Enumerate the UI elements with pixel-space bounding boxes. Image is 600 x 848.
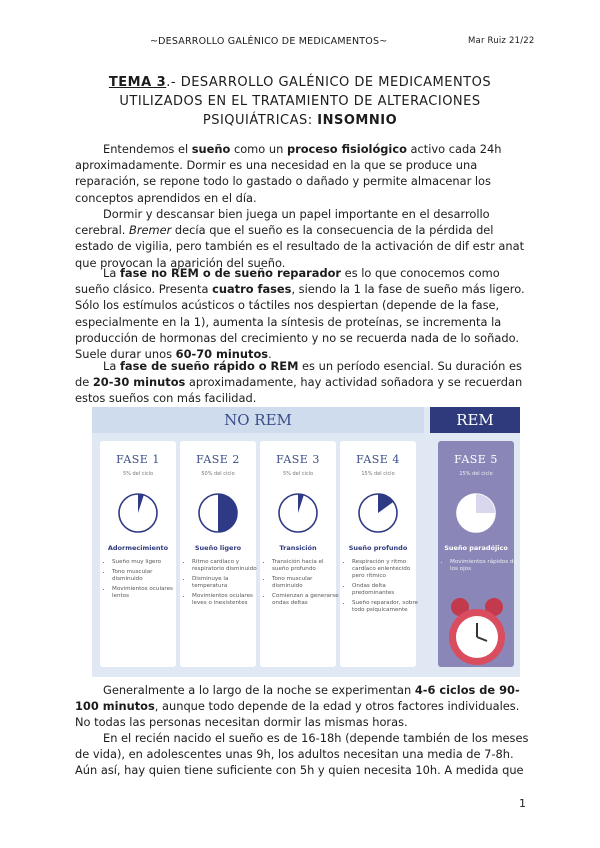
phase-card-3 bbox=[260, 441, 339, 667]
header-author: Mar Ruiz 21/22 bbox=[468, 36, 535, 46]
paragraph-ciclos: Generalmente a lo largo de la noche se experimentan 4-6 ciclos de 90-100 minutos, aunque todo depende de la edad y otros factores individuales. No todas las personas necesitan dormir las mismas horas. bbox=[75, 683, 520, 730]
phase-features bbox=[442, 559, 520, 576]
phase-stage: Sueño ligero bbox=[194, 544, 242, 552]
phase-stage: Sueño profundo bbox=[348, 544, 408, 552]
phase-stage: Transición bbox=[279, 544, 317, 552]
header-title: ~DESARROLLO GALÉNICO DE MEDICAMENTOS~ bbox=[150, 36, 388, 47]
phase-name: FASE 2 bbox=[196, 453, 240, 466]
phase-name: FASE 3 bbox=[276, 453, 320, 466]
paragraph-bremer: Dormir y descansar bien juega un papel importante en el desarrollo cerebral. Bremer decía que el sueño es la consecuencia de la pérdida del estado de vigilia, pero también es el resultado de la activación de dif estr anat que provocan la aparición del sueño. bbox=[75, 207, 525, 270]
sleep-phases-infographic bbox=[92, 407, 520, 677]
phase-feature: • Ritmo cardíaco y respiratorio disminuido bbox=[192, 559, 262, 573]
title-line2: UTILIZADOS EN EL TRATAMIENTO DE ALTERACIONES bbox=[119, 94, 481, 109]
title-insomnio: INSOMNIO bbox=[317, 113, 398, 128]
phase-feature: • Movimientos oculares lentos bbox=[112, 586, 182, 600]
alarm-clock-icon bbox=[442, 593, 512, 673]
phase-card-4 bbox=[340, 441, 416, 667]
phase-feature: • Respiración y ritmo cardíaco enlentecido pero rítmico bbox=[352, 559, 422, 580]
phase-name: FASE 5 bbox=[454, 453, 498, 466]
phase-features bbox=[104, 559, 182, 603]
phase-percent: 5% del ciclo bbox=[122, 471, 154, 477]
paragraph-edades: En el recién nacido el sueño es de 16-18h (depende también de los meses de vida), en adolescentes unas 9h, los adultos necesitan una media de 7-8h. Aún así, hay quien tiene suficiente con 5h y quien necesita 10h. A medida que bbox=[75, 731, 529, 778]
phase-feature: • Disminuye la temperatura bbox=[192, 576, 262, 590]
phase-percent: 15% del ciclo bbox=[361, 471, 395, 477]
paragraph-no-rem: La fase no REM o de sueño reparador es lo que conocemos como sueño clásico. Presenta cuatro fases, siendo la 1 la fase de sueño más ligero. Sólo los estímulos acústicos o táctiles nos despiertan (depende de la fase, especialmente en la 1), aumenta la síntesis de proteínas, se incrementa la producción de hormonas del crecimiento y no se recuerda nada de lo soñado. Suele durar unos 60-70 minutos. bbox=[75, 266, 525, 362]
phase-feature: • Comienzan a generarse ondas deltas bbox=[272, 593, 342, 607]
phase-card-2 bbox=[180, 441, 256, 667]
phase-pie-chart bbox=[116, 491, 160, 535]
phase-pie-chart bbox=[196, 491, 240, 535]
phase-pie-slice bbox=[476, 494, 495, 513]
phase-features bbox=[264, 559, 342, 610]
phase-feature: • Ondas delta predominantes bbox=[352, 583, 422, 597]
rem-header: REM bbox=[430, 407, 520, 433]
phase-percent: 5% del ciclo bbox=[282, 471, 314, 477]
phase-stage: Adormecimiento bbox=[107, 544, 169, 552]
phase-pie-chart bbox=[276, 491, 320, 535]
paragraph-rem: La fase de sueño rápido o REM es un período esencial. Su duración es de 20-30 minutos aproximadamente, hay actividad soñadora y se recuerdan estos sueños con más facilidad. bbox=[75, 359, 523, 406]
phase-stage: Sueño paradójico bbox=[444, 544, 508, 552]
paragraph-sueno: Entendemos el sueño como un proceso fisiológico activo cada 24h aproximadamente. Dormir es una necesidad en la que se produce una reparación, se repone todo lo gastado o dañado y permite almacenar los conceptos aprendidos en el día. bbox=[75, 142, 502, 205]
phase-feature: • Movimientos rápidos de los ojos bbox=[450, 559, 520, 573]
page-number: 1 bbox=[519, 797, 526, 810]
phase-percent: 25% del ciclo bbox=[459, 471, 493, 477]
phase-pie-chart bbox=[356, 491, 400, 535]
title-line1: .- DESARROLLO GALÉNICO DE MEDICAMENTOS bbox=[166, 75, 492, 90]
document-title bbox=[60, 73, 540, 130]
phase-feature: • Tono muscular disminuido bbox=[272, 576, 342, 590]
phase-card-1 bbox=[100, 441, 176, 667]
no-rem-header: NO REM bbox=[92, 407, 424, 433]
phase-feature: • Sueño muy ligero bbox=[112, 559, 182, 566]
phase-name: FASE 1 bbox=[116, 453, 160, 466]
phase-features bbox=[344, 559, 422, 617]
tema-label: TEMA 3 bbox=[108, 75, 167, 90]
phase-feature: • Tono muscular disminuido bbox=[112, 569, 182, 583]
title-line3: PSIQUIÁTRICAS: bbox=[202, 113, 318, 128]
phase-feature: • Movimientos oculares leves o inexistentes bbox=[192, 593, 262, 607]
phase-feature: • Sueño reparador, sobre todo psíquicamente bbox=[352, 600, 422, 614]
phase-features bbox=[184, 559, 262, 610]
phase-name: FASE 4 bbox=[356, 453, 400, 466]
phase-pie-chart bbox=[454, 491, 498, 535]
phase-percent: 50% del ciclo bbox=[201, 471, 235, 477]
phase-pie-slice bbox=[218, 494, 237, 532]
phase-feature: • Transición hacia el sueño profundo bbox=[272, 559, 342, 573]
